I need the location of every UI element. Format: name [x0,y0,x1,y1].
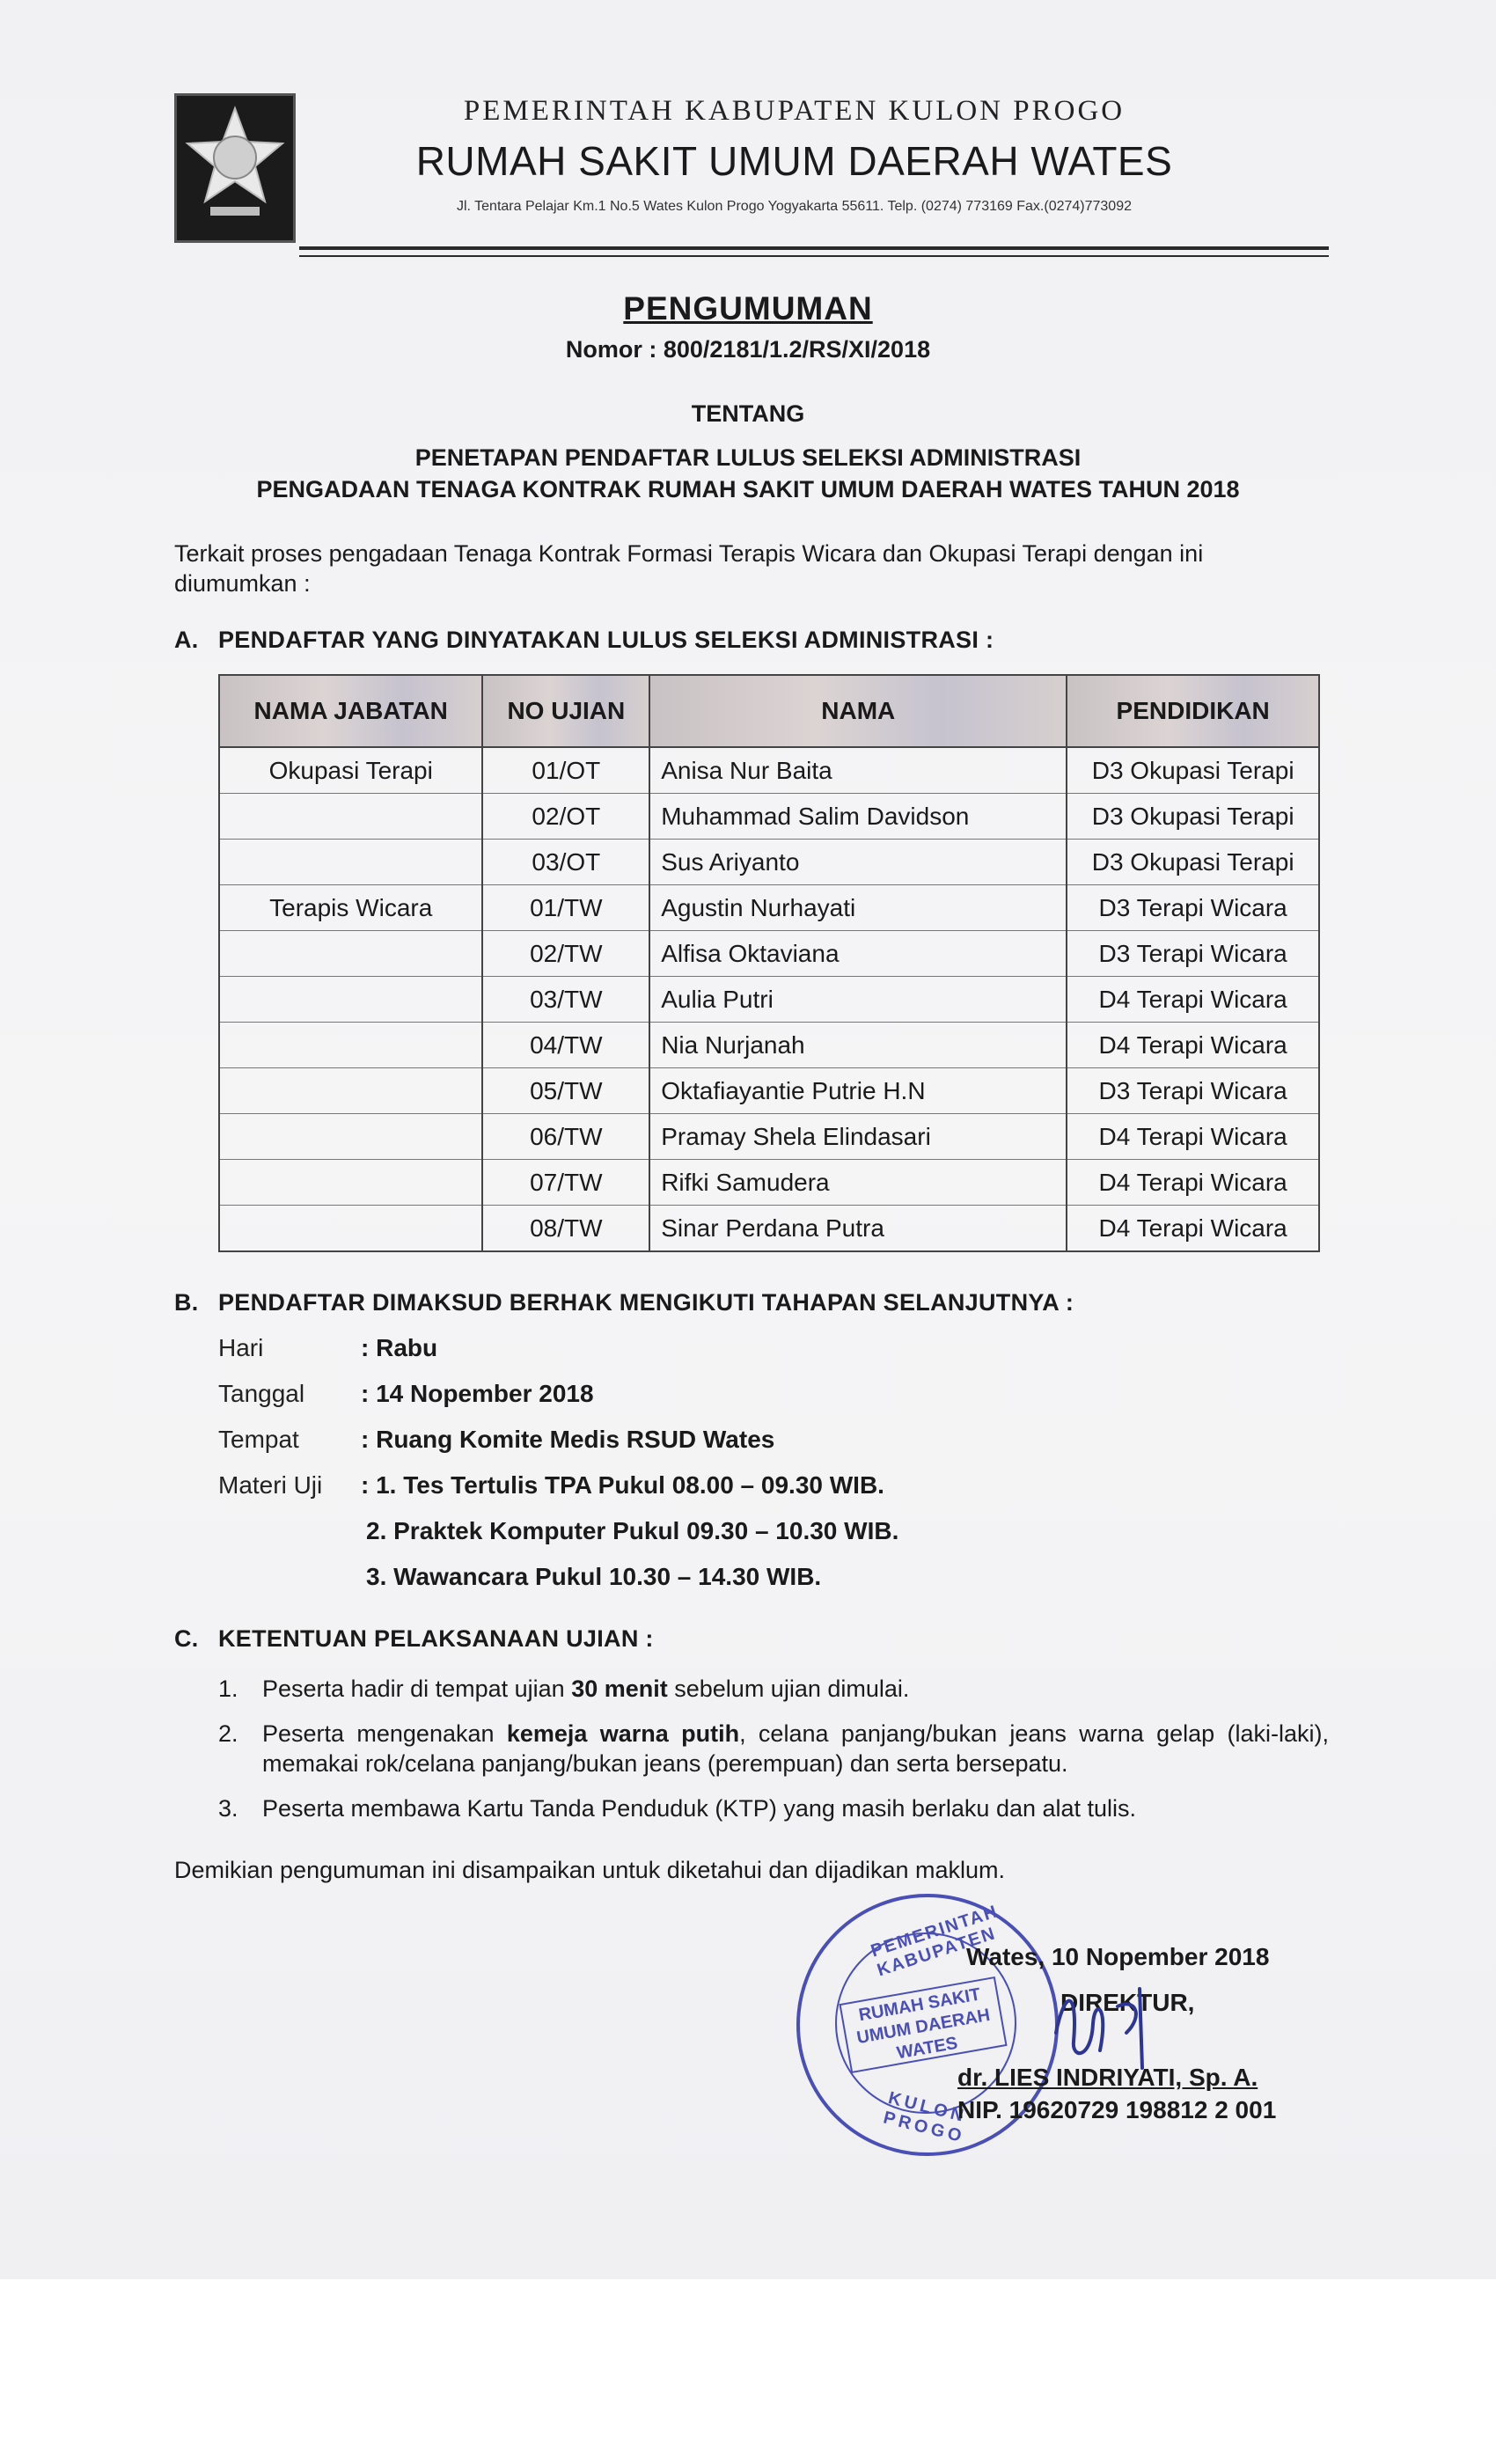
cell-jabatan [219,1114,482,1160]
cell-no-ujian: 01/TW [482,885,649,931]
cell-jabatan [219,1068,482,1114]
rule-text: Peserta membawa Kartu Tanda Penduduk (KTP) yang masih berlaku dan alat tulis. [262,1795,1137,1822]
table-header-row [219,675,1319,747]
cell-pendidikan: D3 Okupasi Terapi [1067,840,1319,885]
cell-no-ujian: 05/TW [482,1068,649,1114]
cell-jabatan: Terapis Wicara [219,885,482,931]
cell-pendidikan: D3 Okupasi Terapi [1067,747,1319,794]
cell-nama: Pramay Shela Elindasari [649,1114,1067,1160]
materi-label: Materi Uji [218,1471,323,1499]
tanggal-label: Tanggal [218,1380,305,1407]
cell-pendidikan: D4 Terapi Wicara [1067,1114,1319,1160]
materi-item: 3. Wawancara Pukul 10.30 – 14.30 WIB. [366,1563,822,1590]
section-c-title: KETENTUAN PELAKSANAAN UJIAN : [218,1625,654,1652]
section-a-title: PENDAFTAR YANG DINYATAKAN LULUS SELEKSI ADMINISTRASI : [218,627,994,653]
letterhead-government: PEMERINTAH KABUPATEN KULON PROGO [463,95,1126,127]
cell-nama: Rifki Samudera [649,1160,1067,1206]
announcement-title: PENGUMUMAN [623,290,873,326]
header-pendidikan: PENDIDIKAN [1067,675,1319,747]
cell-pendidikan: D4 Terapi Wicara [1067,1206,1319,1252]
cell-pendidikan: D4 Terapi Wicara [1067,1160,1319,1206]
cell-nama: Nia Nurjanah [649,1023,1067,1068]
stamp-bottom-text: KULON PROGO [881,2088,969,2147]
table-row [219,1023,1319,1068]
cell-jabatan [219,931,482,977]
cell-no-ujian: 03/TW [482,977,649,1023]
cell-pendidikan: D3 Terapi Wicara [1067,931,1319,977]
table-row [219,1068,1319,1114]
rule-text: Peserta mengenakan kemeja warna putih, celana panjang/bukan jeans warna gelap (laki-laki), memakai rok/celana panjang/bukan jeans (perempuan) dan serta bersepatu. [262,1720,1329,1777]
table-row [219,1160,1319,1206]
announcement-number: Nomor : 800/2181/1.2/RS/XI/2018 [565,336,931,363]
cell-nama: Sus Ariyanto [649,840,1067,885]
tempat-label: Tempat [218,1426,299,1453]
announcement-about: TENTANG [691,400,805,427]
hari-value: : Rabu [361,1334,438,1361]
materi-item: : 1. Tes Tertulis TPA Pukul 08.00 – 09.30 WIB. [361,1471,884,1499]
table-row [219,1114,1319,1160]
handwritten-signature [1038,1971,1162,2077]
cell-no-ujian: 06/TW [482,1114,649,1160]
table-row [219,794,1319,840]
cell-nama: Aulia Putri [649,977,1067,1023]
schedule-tanggal [218,1380,594,1408]
section-c-letter: C. [174,1625,199,1652]
signature-position: DIREKTUR, [1060,1989,1195,2016]
table-row [219,931,1319,977]
cell-pendidikan: D4 Terapi Wicara [1067,977,1319,1023]
section-b-heading [174,1289,1074,1316]
rule-number: 3. [218,1795,238,1822]
letterhead-address: Jl. Tentara Pelajar Km.1 No.5 Wates Kulon Progo Yogyakarta 55611. Telp. (0274) 773169 Fax.(0274)773092 [456,199,1132,214]
section-b-letter: B. [174,1289,199,1316]
cell-pendidikan: D3 Terapi Wicara [1067,1068,1319,1114]
cell-nama: Alfisa Oktaviana [649,931,1067,977]
rule-number: 2. [218,1720,238,1747]
header-nama: NAMA [649,675,1067,747]
cell-jabatan [219,1206,482,1252]
section-a-letter: A. [174,627,199,653]
cell-no-ujian: 02/TW [482,931,649,977]
signatory-name: dr. LIES INDRIYATI, Sp. A. [957,2064,1258,2091]
page-margin-bottom [0,2279,1496,2464]
cell-jabatan [219,1160,482,1206]
announcement-subject-line1: PENETAPAN PENDAFTAR LULUS SELEKSI ADMINISTRASI [414,444,1082,471]
rule-text: Peserta hadir di tempat ujian 30 menit sebelum ujian dimulai. [262,1676,910,1702]
letterhead-divider-thin [299,255,1329,257]
cell-pendidikan: D3 Terapi Wicara [1067,885,1319,931]
cell-no-ujian: 03/OT [482,840,649,885]
cell-pendidikan: D3 Okupasi Terapi [1067,794,1319,840]
cell-pendidikan: D4 Terapi Wicara [1067,1023,1319,1068]
cell-nama: Anisa Nur Baita [649,747,1067,794]
materi-item: 2. Praktek Komputer Pukul 09.30 – 10.30 WIB. [366,1517,899,1544]
cell-no-ujian: 04/TW [482,1023,649,1068]
signatory-nip: NIP. 19620729 198812 2 001 [957,2096,1277,2123]
cell-nama: Muhammad Salim Davidson [649,794,1067,840]
schedule-tempat [218,1426,774,1454]
schedule-hari [218,1334,437,1362]
cell-no-ujian: 01/OT [482,747,649,794]
section-a-heading [174,627,994,654]
schedule-materi [218,1471,884,1500]
table-row [219,840,1319,885]
tempat-value: : Ruang Komite Medis RSUD Wates [361,1426,775,1453]
rule-number: 1. [218,1676,238,1702]
signature-place-date: Wates, 10 Nopember 2018 [966,1943,1270,1970]
section-b-title: PENDAFTAR DIMAKSUD BERHAK MENGIKUTI TAHAPAN SELANJUTNYA : [218,1289,1074,1316]
cell-jabatan: Okupasi Terapi [219,747,482,794]
section-c-heading [174,1625,654,1653]
cell-jabatan [219,977,482,1023]
cell-nama: Agustin Nurhayati [649,885,1067,931]
cell-no-ujian: 02/OT [482,794,649,840]
table-row [219,977,1319,1023]
regency-logo [174,93,296,243]
cell-nama: Sinar Perdana Putra [649,1206,1067,1252]
table-row [219,1206,1319,1252]
table-row [219,747,1319,794]
table-row [219,885,1319,931]
cell-jabatan [219,840,482,885]
letterhead-divider-thick [299,246,1329,250]
stamp-center-text: RUMAH SAKIT UMUM DAERAH WATES [839,1976,1007,2073]
hari-label: Hari [218,1334,264,1361]
results-table [218,674,1320,1252]
closing-statement: Demikian pengumuman ini disampaikan untuk diketahui dan dijadikan maklum. [174,1857,1006,1883]
letterhead-institution: RUMAH SAKIT UMUM DAERAH WATES [415,138,1173,184]
header-nama-jabatan: NAMA JABATAN [219,675,482,747]
stamp-top-text: PEMERINTAH KABUPATEN [869,1901,1001,1981]
cell-no-ujian: 07/TW [482,1160,649,1206]
cell-jabatan [219,794,482,840]
intro-paragraph: Terkait proses pengadaan Tenaga Kontrak Formasi Terapis Wicara dan Okupasi Terapi dengan ini diumumkan : [174,540,1204,597]
cell-no-ujian: 08/TW [482,1206,649,1252]
tanggal-value: : 14 Nopember 2018 [361,1380,594,1407]
cell-jabatan [219,1023,482,1068]
header-no-ujian: NO UJIAN [482,675,649,747]
announcement-subject-line2: PENGADAAN TENAGA KONTRAK RUMAH SAKIT UMUM DAERAH WATES TAHUN 2018 [256,476,1240,502]
cell-nama: Oktafiayantie Putrie H.N [649,1068,1067,1114]
